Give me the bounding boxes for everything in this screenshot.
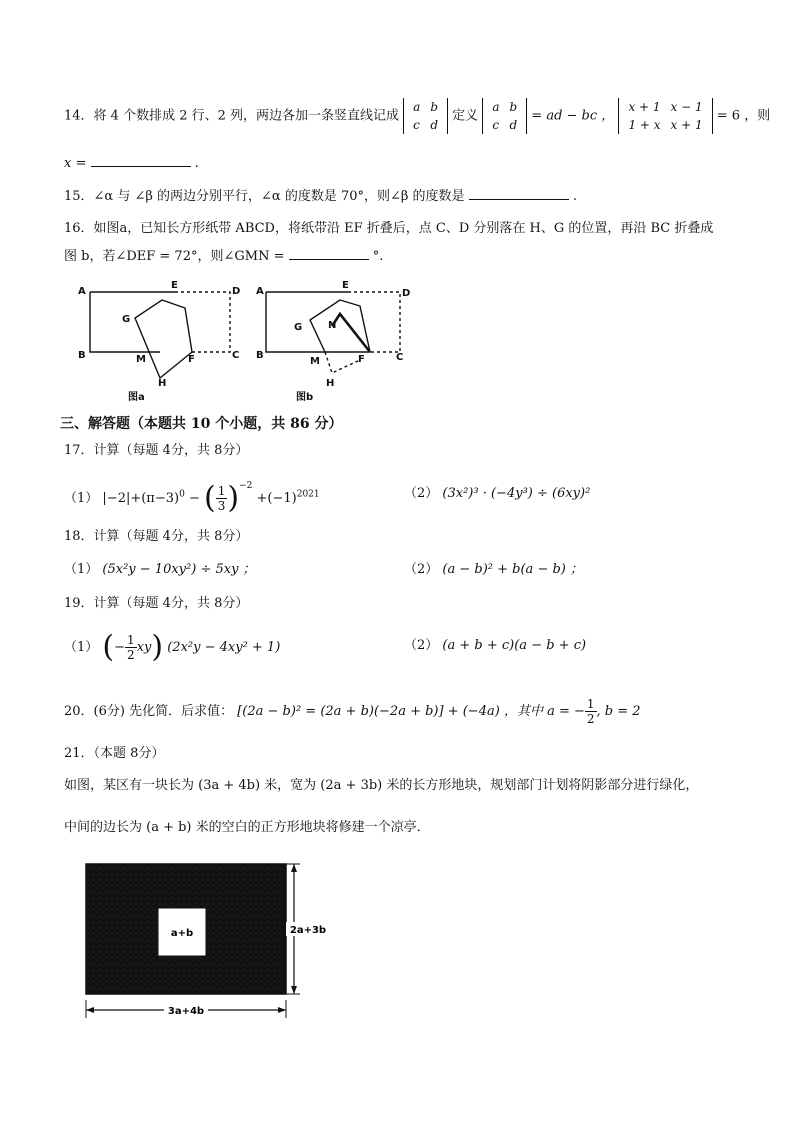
label-B: B	[78, 350, 86, 361]
q18-part1	[64, 560, 256, 580]
q14-eq1: = ad − bc ，	[531, 108, 615, 124]
label-B: B	[256, 350, 264, 361]
q21-title: 21．（本题 8分）	[64, 746, 165, 761]
q15-text: 15．∠α 与 ∠β 的两边分别平行，∠α 的度数是 70°，则∠β 的度数是	[64, 189, 465, 204]
q17-title: 17．计算（每题 4分，共 8分）	[64, 443, 249, 458]
q19-title: 19．计算（每题 4分，共 8分）	[64, 596, 249, 611]
q17-p1-label: （1）	[64, 491, 99, 506]
q19-part1: （1） (− $\frac{1}{2}$ xy) (2x²y − 4xy² + 1)	[64, 629, 281, 665]
det-cell: x + 1	[670, 118, 703, 132]
label-A: A	[78, 286, 86, 297]
q16-line2	[64, 245, 383, 267]
q14-determinant-def	[403, 98, 448, 134]
q15-answer-blank[interactable]	[469, 185, 569, 200]
denominator: 2	[586, 712, 595, 726]
label-G: G	[122, 314, 131, 325]
width-label: 3a+4b	[167, 1006, 205, 1017]
q14-prefix: 14．将 4 个数排成 2 行、2 列，两边各加一条竖直线记成	[64, 108, 400, 124]
q14-determinant-eq	[618, 98, 712, 134]
det-cell: c	[492, 118, 500, 132]
q19-part2	[404, 636, 586, 656]
label-F: F	[358, 354, 365, 365]
q16-line2-text: 图 b，若∠DEF = 72°，则∠GMN =	[64, 249, 285, 264]
q18-part2	[404, 560, 583, 580]
det-cell: x − 1	[670, 100, 703, 114]
numerator: 1	[127, 633, 135, 647]
q17-p1-exp: −2	[239, 481, 253, 491]
q18-p1: (5x²y − 10xy²) ÷ 5xy ；	[102, 562, 256, 577]
label-E: E	[342, 280, 349, 291]
label-G: G	[294, 322, 303, 333]
det-cell: a	[413, 100, 421, 114]
label-D: D	[232, 286, 241, 297]
q14-determinant-def2	[482, 98, 527, 134]
q17-p1-exp0: 0	[179, 489, 185, 500]
q16-line1-text: 16．如图a，已知长方形纸带 ABCD，将纸带沿 EF 折叠后，点 C、D 分别落在 H、G 的位置，再沿 BC 折叠成	[64, 221, 714, 236]
label-M: M	[136, 354, 146, 365]
q18-p2-label: （2）	[404, 562, 439, 577]
q14-mid: 定义	[452, 108, 479, 124]
right-paren: )	[227, 480, 240, 516]
q16-line1	[64, 219, 713, 239]
q15-end: .	[572, 189, 577, 204]
q17-p1-b: +(−1)	[256, 491, 297, 506]
q19-fraction	[125, 633, 137, 662]
q17-p1-a: |−2|+(π−3)	[102, 491, 180, 506]
denominator: 2	[127, 648, 135, 662]
label-A: A	[256, 286, 264, 297]
numerator: 1	[586, 697, 595, 711]
q14-answer-blank[interactable]	[91, 152, 191, 167]
det-cell: b	[509, 100, 518, 114]
q17-p2: (3x²)³ · (−4y³) ÷ (6xy)²	[442, 486, 591, 501]
q20-prefix: 20．(6分) 先化简．后求值：	[64, 704, 234, 719]
inner-label: a+b	[170, 928, 194, 939]
label-E: E	[171, 280, 178, 291]
numerator: 1	[217, 484, 226, 498]
denominator: 3	[217, 499, 226, 513]
q20-fraction	[585, 697, 597, 726]
left-paren: (	[204, 480, 216, 516]
q21-line2: 中间的边长为 (a + b) 米的空白的正方形地块将修建一个凉亭．	[64, 820, 430, 835]
height-label: 2a+3b	[289, 925, 327, 936]
fold-figures	[70, 278, 430, 403]
q17-fraction	[216, 484, 228, 513]
q19-p1-xy: xy	[136, 640, 152, 655]
det-cell: x + 1	[628, 100, 661, 114]
q16-end: °.	[372, 249, 384, 264]
det-cell: b	[430, 100, 439, 114]
label-H: H	[158, 378, 167, 389]
label-C: C	[396, 352, 404, 363]
q14-x: x =	[64, 156, 87, 171]
label-N: N	[328, 320, 337, 331]
label-F: F	[188, 354, 195, 365]
left-paren: (	[102, 629, 115, 665]
caption-b: 图b	[296, 392, 314, 403]
q17-p1-minus: −	[188, 491, 200, 506]
q17-p2-label: （2）	[404, 486, 439, 501]
q21-line1: 如图，某区有一块长为 (3a + 4b) 米，宽为 (2a + 3b) 米的长方形地块，规划部门计划将阴影部分进行绿化，	[64, 778, 699, 793]
det-cell: a	[492, 100, 500, 114]
q14-end: .	[194, 156, 199, 171]
label-C: C	[232, 350, 240, 361]
q20-cond: ，其中 a = −	[503, 704, 585, 719]
q16-answer-blank[interactable]	[289, 245, 369, 260]
q17-part1	[64, 476, 320, 516]
q14-line	[64, 98, 770, 134]
q19-p1-rest: (2x²y − 4xy² + 1)	[167, 640, 281, 655]
det-cell: d	[430, 118, 439, 132]
q19-p1-label: （1）	[64, 640, 99, 655]
label-M: M	[310, 356, 320, 367]
det-cell: 1 + x	[628, 118, 661, 132]
q19-p2: (a + b + c)(a − b + c)	[442, 638, 587, 653]
q17-p1-exp2021: 2021	[296, 489, 320, 500]
plot-figure	[80, 860, 350, 1030]
det-cell: d	[509, 118, 518, 132]
det-cell: c	[413, 118, 420, 132]
label-D: D	[402, 288, 411, 299]
q14-eq2: = 6 ，则	[716, 108, 771, 124]
q18-title: 18．计算（每题 4分，共 8分）	[64, 529, 249, 544]
section3-title: 三、解答题（本题共 10 个小题，共 86 分）	[60, 416, 343, 432]
q20-line	[64, 697, 641, 726]
q14-answer-line	[64, 152, 199, 174]
q17-part2	[404, 484, 590, 504]
q18-p2: (a − b)² + b(a − b) ；	[442, 562, 583, 577]
q18-p1-label: （1）	[64, 562, 99, 577]
q19-p2-label: （2）	[404, 638, 439, 653]
right-paren: )	[151, 629, 164, 665]
caption-a: 图a	[128, 392, 145, 403]
q15-line	[64, 185, 577, 207]
label-H: H	[326, 378, 335, 389]
q20-expr: [(2a − b)² = (2a + b)(−2a + b)] + (−4a)	[237, 704, 500, 719]
q20-cond-end: , b = 2	[596, 704, 641, 719]
